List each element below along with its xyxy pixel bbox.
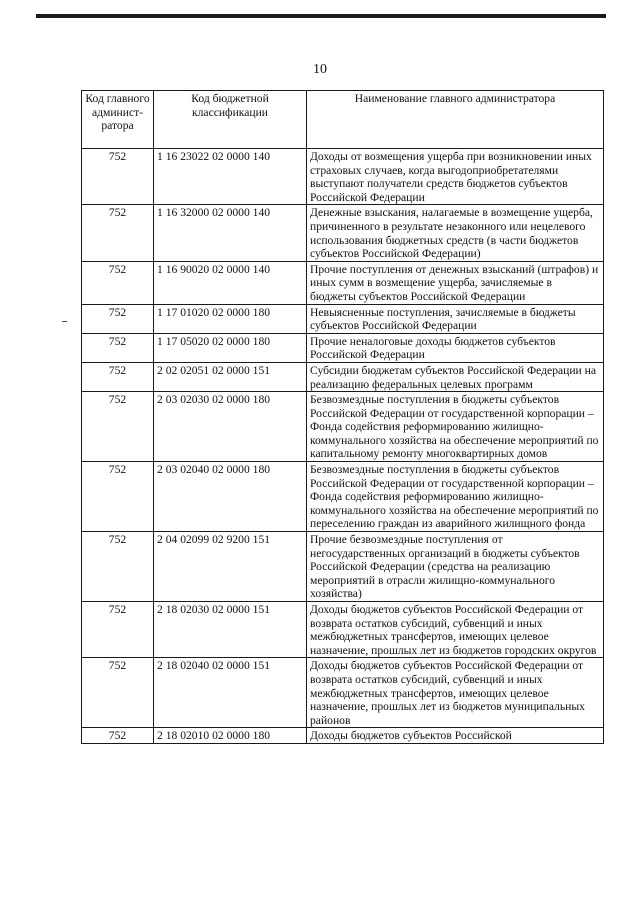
admin-code-cell: 752 — [82, 304, 154, 333]
admin-name-cell: Невыясненные поступления, зачисляемые в бюджеты субъектов Российской Федерации — [307, 304, 604, 333]
admin-name-cell: Доходы бюджетов субъектов Российской — [307, 728, 604, 744]
budget-code-cell: 2 03 02040 02 0000 180 — [154, 462, 307, 532]
header-admin-name: Наименование главного администратора — [307, 91, 604, 149]
admin-name-cell: Денежные взыскания, налагаемые в возмещение ущерба, причиненного в результате незаконного или нецелевого использования бюджетных средств (в части бюджетов субъектов Российской Федерации) — [307, 205, 604, 261]
admin-name-cell: Доходы бюджетов субъектов Российской Федерации от возврата остатков субсидий, субвенций и иных межбюджетных трансфертов, имеющих целевое назначение, прошлых лет из бюджетов городских округов — [307, 602, 604, 658]
header-budget-code: Код бюджетной классификации — [154, 91, 307, 149]
admin-name-cell: Прочие безвозмездные поступления от негосударственных организаций в бюджеты субъектов Российской Федерации (средства на реализацию мероприятий в отрасли жилищно-коммунального хозяйства) — [307, 532, 604, 602]
budget-code-cell: 2 18 02030 02 0000 151 — [154, 602, 307, 658]
header-admin-code: Код главного админист-ратора — [82, 91, 154, 149]
table-row — [82, 532, 604, 602]
table-row — [82, 728, 604, 744]
table-row — [82, 149, 604, 205]
budget-code-cell: 2 18 02010 02 0000 180 — [154, 728, 307, 744]
budget-code-cell: 2 18 02040 02 0000 151 — [154, 658, 307, 728]
table-row — [82, 362, 604, 391]
admin-name-cell: Безвозмездные поступления в бюджеты субъектов Российской Федерации от государственной корпорации – Фонда содействия реформированию жилищно-коммунального хозяйства на обеспечение мероприятий по капитальному ремонту многоквартирных домов — [307, 392, 604, 462]
table-row — [82, 304, 604, 333]
admin-code-cell: 752 — [82, 462, 154, 532]
admin-code-cell: 752 — [82, 658, 154, 728]
table-row — [82, 602, 604, 658]
table-row — [82, 333, 604, 362]
admin-code-cell: 752 — [82, 362, 154, 391]
budget-code-cell: 2 04 02099 02 9200 151 — [154, 532, 307, 602]
table-row — [82, 392, 604, 462]
table-header-row — [82, 91, 604, 149]
admin-code-cell: 752 — [82, 728, 154, 744]
admin-name-cell: Прочие поступления от денежных взысканий (штрафов) и иных сумм в возмещение ущерба, зачисляемые в бюджеты субъектов Российской Федерации — [307, 261, 604, 304]
budget-code-cell: 1 17 05020 02 0000 180 — [154, 333, 307, 362]
admin-name-cell: Субсидии бюджетам субъектов Российской Федерации на реализацию федеральных целевых программ — [307, 362, 604, 391]
admin-name-cell: Доходы от возмещения ущерба при возникновении иных страховых случаев, когда выгодоприобретателями выступают получатели средств бюджетов субъектов Российской Федерации — [307, 149, 604, 205]
admin-code-cell: 752 — [82, 532, 154, 602]
budget-code-cell: 1 17 01020 02 0000 180 — [154, 304, 307, 333]
admin-code-cell: 752 — [82, 149, 154, 205]
table-row — [82, 462, 604, 532]
admin-code-cell: 752 — [82, 392, 154, 462]
table-row — [82, 205, 604, 261]
budget-code-cell: 1 16 90020 02 0000 140 — [154, 261, 307, 304]
budget-code-cell: 2 02 02051 02 0000 151 — [154, 362, 307, 391]
page-number: 10 — [313, 62, 327, 77]
table-row — [82, 658, 604, 728]
scan-mark — [62, 321, 67, 322]
table-row — [82, 261, 604, 304]
admin-code-cell: 752 — [82, 261, 154, 304]
budget-code-cell: 2 03 02030 02 0000 180 — [154, 392, 307, 462]
budget-code-cell: 1 16 23022 02 0000 140 — [154, 149, 307, 205]
admin-name-cell: Прочие неналоговые доходы бюджетов субъектов Российской Федерации — [307, 333, 604, 362]
admin-code-cell: 752 — [82, 333, 154, 362]
admin-code-cell: 752 — [82, 205, 154, 261]
budget-code-cell: 1 16 32000 02 0000 140 — [154, 205, 307, 261]
admin-name-cell: Безвозмездные поступления в бюджеты субъектов Российской Федерации от государственной корпорации – Фонда содействия реформированию жилищно-коммунального хозяйства на обеспечение мероприятий по переселению граждан из аварийного жилищного фонда — [307, 462, 604, 532]
top-rule — [36, 14, 606, 18]
admin-code-cell: 752 — [82, 602, 154, 658]
revenue-admin-table — [81, 90, 604, 744]
admin-name-cell: Доходы бюджетов субъектов Российской Федерации от возврата остатков субсидий, субвенций и иных межбюджетных трансфертов, имеющих целевое назначение, прошлых лет из бюджетов муниципальных районов — [307, 658, 604, 728]
